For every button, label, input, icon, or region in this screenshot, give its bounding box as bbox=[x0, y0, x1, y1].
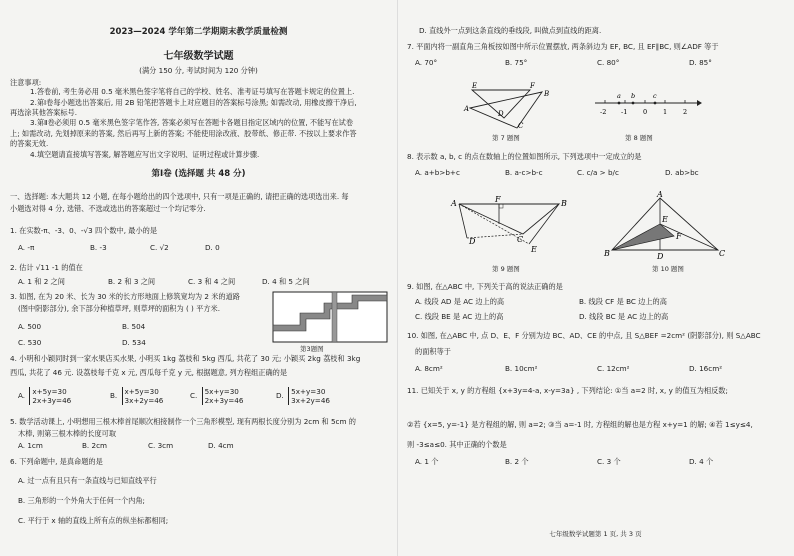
q8-tick-label: 0 bbox=[643, 108, 648, 116]
q5-option-d: D. 4cm bbox=[208, 441, 234, 450]
q4-option-letter: A. bbox=[18, 391, 26, 400]
q3-option-a: A. 500 bbox=[18, 322, 42, 331]
section1-instruction: 一、选择题: 本大题共 12 小题, 在每小题给出的四个选项中, 只有一项是正确的, 请把正确的选项选出来. 每 bbox=[10, 192, 349, 201]
q10-point-label: A bbox=[657, 190, 663, 199]
q6-option-c: C. 平行于 x 轴的直线上所有点的纵坐标都相同; bbox=[18, 516, 169, 525]
q10-option-b: B. 10cm² bbox=[505, 364, 538, 373]
section1-instruction: 小题选对得 4 分, 选错、不选或选出的答案超过一个均记零分. bbox=[10, 204, 206, 213]
q2-option-d: D. 4 和 5 之间 bbox=[262, 277, 310, 286]
q7-point-label: E bbox=[472, 82, 478, 90]
q4-equation: 5x+y=30 bbox=[204, 387, 239, 396]
q3-option-d: D. 534 bbox=[122, 338, 146, 347]
q11-option-b: B. 2 个 bbox=[505, 457, 529, 466]
notice-heading: 注意事项: bbox=[10, 78, 42, 87]
q9-point-label: A bbox=[451, 199, 457, 208]
question-7: 7. 平面内将一副直角三角板按如图中所示位置摆放, 两条斜边为 EF, BC, 且 EF∥BC, 则∠ADF 等于 bbox=[407, 42, 719, 51]
q1-option-d: D. 0 bbox=[205, 243, 220, 252]
q7-option-b: B. 75° bbox=[505, 58, 528, 67]
q4-option-letter: B. bbox=[110, 391, 118, 400]
question-4-line1: 4. 小明和小颖同时到一家水果店买水果, 小明买 1kg 荔枝和 5kg 西瓜, 共花了 30 元; 小颖买 2kg 荔枝和 3kg bbox=[10, 354, 361, 363]
q11-option-a: A. 1 个 bbox=[415, 457, 439, 466]
question-10-line1: 10. 如图, 在△ABC 中, 点 D、E、F 分别为边 BC、AD、CE 的中点, 且 S△BEF =2cm² (阴影部分), 则 S△ABC bbox=[407, 331, 761, 340]
column-divider bbox=[397, 0, 398, 556]
q7-point-label: B bbox=[544, 90, 550, 98]
q9-option-d: D. 线段 BC 是 AC 边上的高 bbox=[579, 312, 669, 321]
q4-equation: 3x+2y=46 bbox=[291, 396, 330, 405]
exam-header-title: 2023—2024 学年第二学期期末教学质量检测 bbox=[109, 27, 288, 37]
q4-equation: 5x+y=30 bbox=[291, 387, 326, 396]
q6-option-d: D. 直线外一点到这条直线的垂线段, 叫做点到直线的距离. bbox=[419, 26, 602, 35]
q8-option-d: D. ab>bc bbox=[665, 168, 699, 177]
q4-equation: 2x+3y=46 bbox=[204, 396, 244, 405]
notice-line: 4.填空题请直接填写答案, 解答题应写出文字说明、证明过程或计算步骤. bbox=[30, 150, 260, 159]
q1-option-b: B. -3 bbox=[90, 243, 107, 252]
q6-option-b: B. 三角形的一个外角大于任何一个内角; bbox=[18, 496, 145, 505]
question-1: 1. 在实数-π、-3、0、-√3 四个数中, 最小的是 bbox=[10, 226, 158, 235]
q10-option-a: A. 8cm² bbox=[415, 364, 443, 373]
q10-point-label: D bbox=[657, 252, 664, 260]
q4-option-a bbox=[18, 387, 71, 405]
q8-point-label: c bbox=[653, 92, 657, 100]
question-8: 8. 表示数 a, b, c 的点在数轴上的位置如图所示, 下列选项中一定成立的是 bbox=[407, 152, 642, 161]
q7-option-d: D. 85° bbox=[689, 58, 712, 67]
subject-title: 七年级数学试题 bbox=[163, 51, 234, 62]
q8-option-a: A. a+b>b+c bbox=[415, 168, 460, 177]
question-5-line1: 5. 数学活动课上, 小明想用三根木棒首尾顺次相接制作一个三角形模型, 现有两根长度分别为 2cm 和 5cm 的 bbox=[10, 417, 356, 426]
q4-equation: 3x+2y=46 bbox=[124, 396, 164, 405]
q8-tick-label: 2 bbox=[683, 108, 688, 116]
q5-option-c: C. 3cm bbox=[148, 441, 174, 450]
q2-option-c: C. 3 和 4 之间 bbox=[188, 277, 236, 286]
q8-point-label: a bbox=[617, 92, 621, 100]
q7-point-label: F bbox=[530, 82, 535, 90]
q9-point-label: D bbox=[469, 237, 476, 246]
q7-option-c: C. 80° bbox=[597, 58, 620, 67]
q9-point-label: F bbox=[495, 195, 501, 204]
notice-line: 2.第Ⅰ卷每小题选出答案后, 用 2B 铅笔把答题卡上对应题目的答案标号涂黑; 如需改动, 用橡皮擦干净后, bbox=[30, 98, 357, 107]
q8-option-c: C. c/a > b/c bbox=[577, 168, 619, 177]
q4-option-b bbox=[110, 387, 163, 405]
question-3-line1: 3. 如图, 在为 20 米、长为 30 米的长方形地面上修筑宽均为 2 米的道路 bbox=[10, 292, 240, 301]
notice-line: 的答案无效. bbox=[10, 139, 49, 148]
q10-point-label: C bbox=[719, 249, 726, 258]
q8-figure-number-line bbox=[593, 88, 703, 118]
notice-line: 3.第Ⅱ卷必须用 0.5 毫米黑色签字笔作答, 答案必须写在答题卡各题目指定区域内的位置, 不能写在试卷 bbox=[30, 118, 354, 127]
q9-caption: 第 9 题图 bbox=[492, 265, 520, 273]
question-6: 6. 下列命题中, 是真命题的是 bbox=[10, 457, 103, 466]
q3-option-b: B. 504 bbox=[122, 322, 146, 331]
q8-tick-label: 1 bbox=[663, 108, 668, 116]
q3-option-c: C. 530 bbox=[18, 338, 42, 347]
q4-option-letter: C. bbox=[190, 391, 198, 400]
q4-equation: x+5y=30 bbox=[32, 387, 67, 396]
q10-caption: 第 10 题图 bbox=[652, 265, 684, 273]
question-3-line2: (图中阴影部分), 余下部分种植草坪, 则草坪的面积为 ( ) 平方米. bbox=[18, 304, 220, 313]
q9-option-a: A. 线段 AD 是 AC 边上的高 bbox=[415, 297, 505, 306]
question-11-line2: ②若 {x=5, y=-1} 是方程组的解, 则 a=2; ③当 a=-1 时, 方程组的解也是方程 x+y=1 的解; ④若 1≤y≤4, bbox=[407, 420, 753, 429]
q4-equation: x+5y=30 bbox=[124, 387, 159, 396]
q3-caption: 第3题图 bbox=[300, 345, 324, 353]
q5-option-a: A. 1cm bbox=[18, 441, 43, 450]
q7-caption: 第 7 题图 bbox=[492, 134, 520, 142]
q6-option-a: A. 过一点有且只有一条直线与已知直线平行 bbox=[18, 476, 157, 485]
q8-point-label: b bbox=[631, 92, 636, 100]
q4-equation: 2x+3y=46 bbox=[32, 396, 72, 405]
part1-title: 第Ⅰ卷 (选择题 共 48 分) bbox=[151, 169, 246, 179]
question-11-line1: 11. 已知关于 x, y 的方程组 {x+3y=4-a, x-y=3a} , 下列结论: ①当 a=2 时, x, y 的值互为相反数; bbox=[407, 386, 728, 395]
q11-option-d: D. 4 个 bbox=[689, 457, 714, 466]
question-4-line2: 西瓜, 共花了 46 元. 设荔枝每千克 x 元, 西瓜每千克 y 元, 根据题意, 列方程组正确的是 bbox=[10, 368, 288, 377]
question-2: 2. 估计 √11 -1 的值在 bbox=[10, 263, 83, 272]
q7-figure-triangles bbox=[452, 78, 582, 130]
q7-option-a: A. 70° bbox=[415, 58, 438, 67]
q7-point-label: C bbox=[518, 122, 524, 130]
q4-option-d bbox=[276, 387, 330, 405]
q9-point-label: E bbox=[531, 245, 537, 254]
q9-option-b: B. 线段 CF 是 BC 边上的高 bbox=[579, 297, 667, 306]
q8-tick-label: -1 bbox=[621, 108, 628, 116]
q8-option-b: B. a-c>b-c bbox=[505, 168, 543, 177]
q10-point-label: F bbox=[676, 232, 682, 241]
notice-line: 上; 如需改动, 先划掉原来的答案, 然后再写上新的答案; 不能使用涂改液、胶带纸、修正带. 不按以上要求作答 bbox=[10, 129, 357, 138]
q1-option-c: C. √2 bbox=[150, 243, 169, 252]
question-9: 9. 如图, 在△ABC 中, 下列关于高的说法正确的是 bbox=[407, 282, 563, 291]
q7-point-label: D bbox=[498, 110, 504, 118]
subject-note: (满分 150 分, 考试时间为 120 分钟) bbox=[139, 66, 258, 75]
q1-option-a: A. -π bbox=[18, 243, 35, 252]
page-footer: 七年级数学试题第 1 页, 共 3 页 bbox=[549, 530, 642, 538]
question-5-line2: 木棒, 则第三根木棒的长度可取 bbox=[18, 429, 117, 438]
q9-option-c: C. 线段 BE 是 AC 边上的高 bbox=[415, 312, 504, 321]
q4-option-c bbox=[190, 387, 243, 405]
q10-option-c: C. 12cm² bbox=[597, 364, 630, 373]
question-10-line2: 的面积等于 bbox=[415, 347, 451, 356]
notice-line: 再选涂其他答案标号. bbox=[10, 108, 77, 117]
q2-option-b: B. 2 和 3 之间 bbox=[108, 277, 156, 286]
q9-point-label: B bbox=[561, 199, 567, 208]
q10-figure-triangle-midpoints bbox=[602, 190, 728, 260]
q11-option-c: C. 3 个 bbox=[597, 457, 621, 466]
q4-option-letter: D. bbox=[276, 391, 284, 400]
q8-tick-label: -2 bbox=[600, 108, 607, 116]
q10-option-d: D. 16cm² bbox=[689, 364, 723, 373]
q2-option-a: A. 1 和 2 之间 bbox=[18, 277, 65, 286]
question-11-line3: 则 -3≤a≤0. 其中正确的个数是 bbox=[407, 440, 507, 449]
q10-point-label: B bbox=[604, 249, 610, 258]
q8-caption: 第 8 题图 bbox=[625, 134, 653, 142]
q5-option-b: B. 2cm bbox=[82, 441, 108, 450]
q10-point-label: E bbox=[662, 215, 668, 224]
q9-figure-triangle-heights bbox=[447, 194, 577, 256]
q7-point-label: A bbox=[464, 105, 470, 113]
notice-line: 1.答卷前, 考生务必用 0.5 毫米黑色签字笔将自己的学校、姓名、准考证号填写在答题卡规定的位置上. bbox=[30, 87, 355, 96]
q9-point-label: C bbox=[517, 235, 524, 244]
q3-figure-road-diagram bbox=[272, 291, 388, 345]
